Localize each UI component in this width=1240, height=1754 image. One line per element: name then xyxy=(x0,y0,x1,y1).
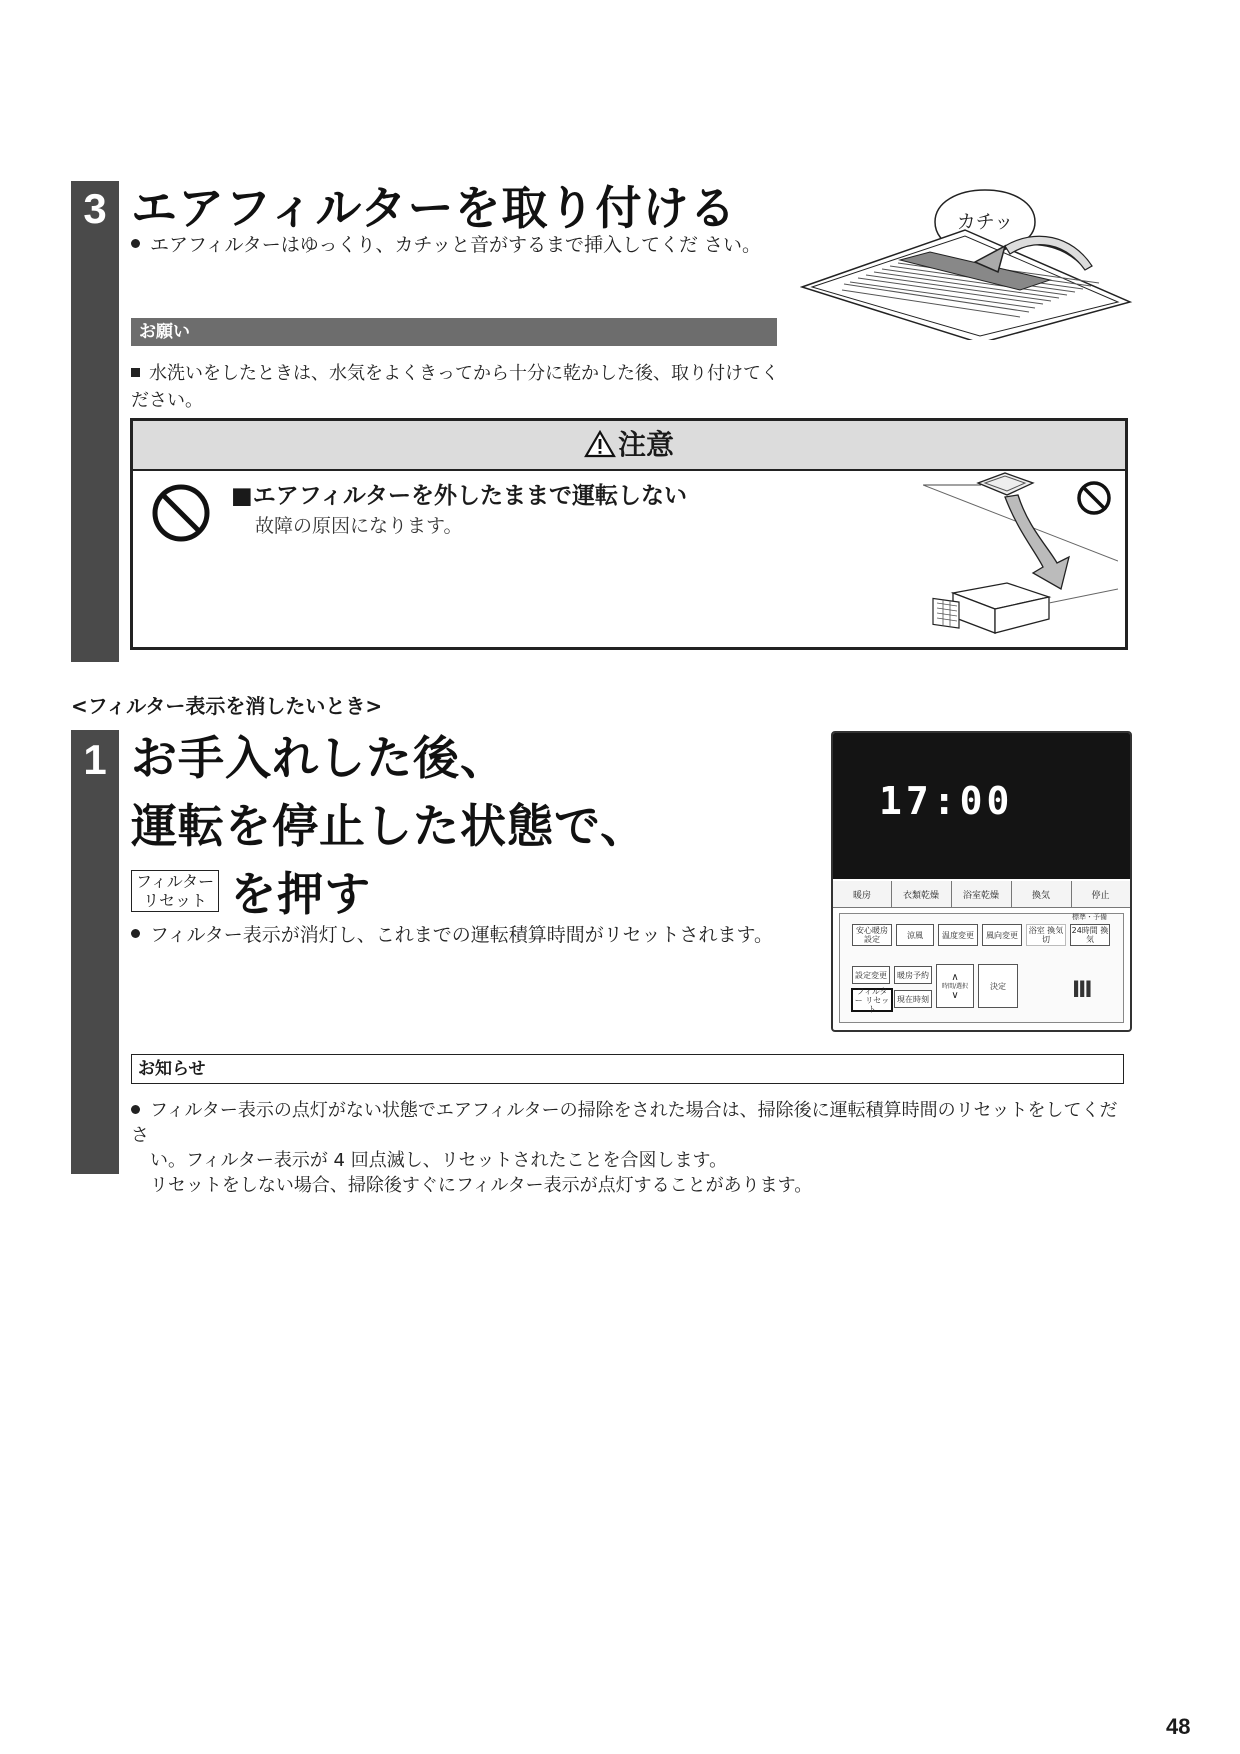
filter-reset-button-label xyxy=(131,870,219,912)
caution-box xyxy=(130,418,1128,650)
row1-top-label: 標準・予備 xyxy=(1072,913,1107,921)
click-sound-label: カチッ xyxy=(956,211,1014,233)
time-select-button[interactable] xyxy=(936,964,974,1008)
caution-header-text: 注意 xyxy=(617,428,674,461)
notice-line2: い。フィルター表示が 4 回点滅し、リセットされたことを合図します。 xyxy=(150,1150,728,1171)
chevron-up-icon: ∧ xyxy=(951,971,959,983)
request-label: お願い xyxy=(131,318,777,346)
request-text: 水洗いをしたときは、水気をよくきってから十分に乾かした後、取り付けてく ださい。 xyxy=(131,363,779,411)
bullet-dot-icon xyxy=(131,239,140,248)
step1-bullet xyxy=(131,922,811,949)
step3-title: エアフィルターを取り付ける xyxy=(131,181,737,235)
tab-clothes-dry[interactable]: 衣類乾燥 xyxy=(891,881,952,907)
wind-direction-button[interactable]: 風向変更 xyxy=(982,924,1022,946)
remote-display xyxy=(833,733,1130,879)
prohibition-small-icon xyxy=(1075,479,1113,517)
caution-text: 故障の原因になります。 xyxy=(255,515,463,537)
cool-breeze-button[interactable]: 涼風 xyxy=(896,924,934,946)
prohibition-icon xyxy=(151,483,211,543)
filter-reset-label-line2: リセット xyxy=(143,891,207,910)
tab-bath-dry[interactable]: 浴室乾燥 xyxy=(951,881,1012,907)
section-title: <フィルター表示を消したいとき> xyxy=(71,694,383,718)
notice-line1-text: フィルター表示の点灯がない状態でエアフィルターの掃除をされた場合は、掃除後に運転積算時間のリセットをしてくださ xyxy=(131,1100,1118,1146)
notice-label: お知らせ xyxy=(131,1054,1124,1084)
time-select-label: 時間/選択 xyxy=(941,982,969,990)
remote-tabs xyxy=(833,881,1130,908)
bath-ventilation-off-button[interactable]: 浴室 換気切 xyxy=(1026,924,1066,946)
setting-change-button[interactable]: 設定変更 xyxy=(852,966,890,984)
request-item xyxy=(131,360,781,414)
remote-button-area xyxy=(839,913,1124,1023)
signal-mark-icon: III xyxy=(1072,978,1091,1003)
notice-line3: リセットをしない場合、掃除後すぐにフィルター表示が点灯することがあります。 xyxy=(150,1175,813,1196)
caution-header xyxy=(133,421,1125,471)
step1-line1: お手入れした後、 xyxy=(131,731,507,785)
step1-number: 1 xyxy=(83,736,107,783)
filter-reset-label-line1: フィルター xyxy=(136,872,215,891)
ceiling-vent-illustration xyxy=(800,180,1140,340)
step1-bullet-text: フィルター表示が消灯し、これまでの運転積算時間がリセットされます。 xyxy=(150,924,774,946)
enter-button[interactable]: 決定 xyxy=(978,964,1018,1008)
display-time: 17:00 xyxy=(879,779,1014,823)
filter-reset-button[interactable]: フィルター リセット xyxy=(851,988,893,1012)
tab-stop[interactable]: 停止 xyxy=(1091,890,1110,901)
remote-controller xyxy=(831,731,1132,1032)
step1-line3 xyxy=(131,858,371,924)
page-number: 48 xyxy=(1166,1714,1191,1739)
anshin-heating-button[interactable]: 安心暖房 設定 xyxy=(852,924,892,946)
step3-bullet xyxy=(131,232,781,259)
caution-heading: ■エアフィルターを外したままで運転しない xyxy=(231,483,687,509)
warning-triangle-icon xyxy=(584,430,616,458)
current-time-button[interactable]: 現在時刻 xyxy=(894,990,932,1008)
bullet-dot-icon xyxy=(131,1105,140,1114)
notice-body xyxy=(131,1098,1121,1198)
notice-line1 xyxy=(131,1098,1121,1148)
press-text: を押す xyxy=(230,867,372,921)
step3-number: 3 xyxy=(83,185,107,232)
bullet-dot-icon xyxy=(131,929,140,938)
step3-sidebar xyxy=(71,181,119,662)
temperature-change-button[interactable]: 温度変更 xyxy=(938,924,978,946)
24h-ventilation-button[interactable]: 24時間 換気 xyxy=(1071,926,1109,944)
tab-ventilation[interactable]: 換気 xyxy=(1011,881,1072,907)
tab-heating[interactable]: 暖房 xyxy=(833,881,892,907)
bullet-square-icon xyxy=(131,368,140,377)
heating-reserve-button[interactable]: 暖房予約 xyxy=(894,966,932,984)
step1-sidebar xyxy=(71,730,119,1174)
step3-bullet-text: エアフィルターはゆっくり、カチッと音がするまで挿入してくだ さい。 xyxy=(150,234,762,256)
step1-line2: 運転を停止した状態で、 xyxy=(131,799,648,853)
chevron-down-icon: ∨ xyxy=(951,989,959,1001)
